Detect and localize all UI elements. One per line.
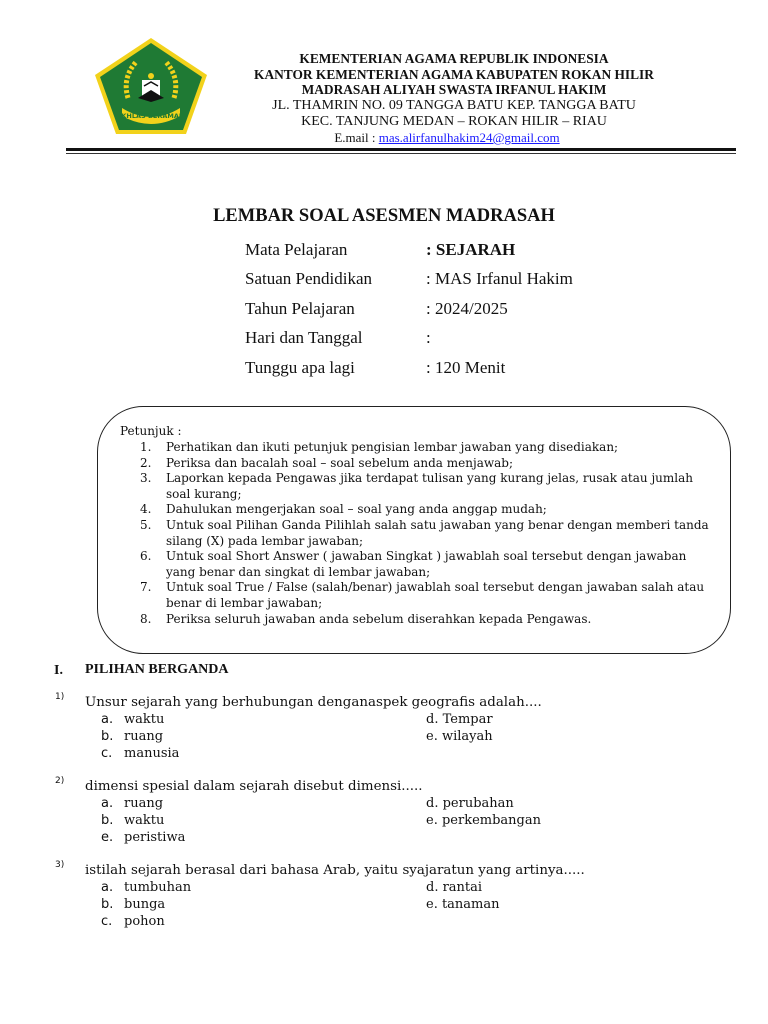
letterhead-rule-thin xyxy=(66,153,736,154)
instruction-item xyxy=(140,502,710,518)
instruction-text: Untuk soal True / False (salah/benar) jawablah soal tersebut dengan jawaban salah atau benar di lembar jawaban; xyxy=(166,580,705,610)
instruction-item xyxy=(140,471,710,502)
question-text: Unsur sejarah yang berhubungan denganaspek geografis adalah.... xyxy=(85,695,542,710)
option-e: e. perkembangan xyxy=(426,813,541,828)
info-value: : MAS Irfanul Hakim xyxy=(426,269,573,289)
option-letter: a. xyxy=(101,880,114,895)
option-letter: e. xyxy=(101,830,114,845)
info-label: Tunggu apa lagi xyxy=(245,357,355,377)
info-label: Satuan Pendidikan xyxy=(245,269,373,289)
info-label: Hari dan Tanggal xyxy=(245,328,363,348)
instruction-item xyxy=(140,456,710,472)
instruction-text: Periksa seluruh jawaban anda sebelum diserahkan kepada Pengawas. xyxy=(166,611,592,626)
question-number: 1) xyxy=(55,692,65,702)
option-b: bunga xyxy=(124,897,166,912)
question-text: dimensi spesial dalam sejarah disebut dimensi..... xyxy=(85,779,423,794)
option-letter: b. xyxy=(101,813,114,828)
option-letter: c. xyxy=(101,914,113,929)
section-title: PILIHAN BERGANDA xyxy=(85,662,229,677)
instruction-item xyxy=(140,549,710,580)
option-b: ruang xyxy=(124,729,164,744)
instruction-number: 5. xyxy=(140,517,152,532)
info-label: Tahun Pelajaran xyxy=(245,298,355,318)
option-letter: a. xyxy=(101,712,114,727)
option-letter: b. xyxy=(101,729,114,744)
instruction-text: Untuk soal Pilihan Ganda Pilihlah salah satu jawaban yang benar dengan memberi tanda silang (X) pada lembar jawaban; xyxy=(166,517,709,548)
instruction-number: 8. xyxy=(140,611,152,626)
option-c: peristiwa xyxy=(124,830,186,845)
instruction-item xyxy=(140,440,710,456)
email-link[interactable]: mas.alirfanulhakim24@gmail.com xyxy=(378,130,560,146)
instruction-item xyxy=(140,518,710,549)
option-c: pohon xyxy=(124,914,165,929)
option-b: waktu xyxy=(124,813,165,828)
instruction-item xyxy=(140,580,710,611)
instruction-number: 3. xyxy=(140,471,152,486)
letterhead-address2: KEC. TANJUNG MEDAN – ROKAN HILIR – RIAU xyxy=(301,113,607,129)
option-c: manusia xyxy=(124,746,180,761)
instructions-list xyxy=(140,440,710,627)
question-number: 3) xyxy=(55,860,65,870)
instructions-title: Petunjuk : xyxy=(120,424,182,438)
instruction-text: Periksa dan bacalah soal – soal sebelum anda menjawab; xyxy=(166,455,513,470)
letterhead-email-row xyxy=(220,130,688,146)
letterhead-line1: KEMENTERIAN AGAMA REPUBLIK INDONESIA xyxy=(299,51,609,66)
logo-motto: IKHLAS BERAMAL xyxy=(118,112,184,120)
option-d: d. rantai xyxy=(426,880,483,895)
letterhead-rule-thick xyxy=(66,148,736,151)
ministry-logo xyxy=(92,36,210,136)
question-number: 2) xyxy=(55,776,65,786)
option-d: d. perubahan xyxy=(426,796,514,811)
info-label: Mata Pelajaran xyxy=(245,240,348,259)
info-value: : xyxy=(426,328,431,348)
info-value: : 120 Menit xyxy=(426,357,506,377)
email-label: E.mail : xyxy=(334,130,379,146)
option-e: e. tanaman xyxy=(426,897,500,912)
option-letter: b. xyxy=(101,897,114,912)
info-value: : 2024/2025 xyxy=(426,298,508,318)
option-letter: a. xyxy=(101,796,114,811)
instruction-number: 6. xyxy=(140,549,152,564)
instruction-number: 7. xyxy=(140,580,152,595)
document-title: LEMBAR SOAL ASESMEN MADRASAH xyxy=(213,206,555,226)
letterhead-line3: MADRASAH ALIYAH SWASTA IRFANUL HAKIM xyxy=(301,82,607,97)
instruction-text: Untuk soal Short Answer ( jawaban Singkat ) jawablah soal tersebut dengan jawaban yang benar dan singkat di lembar jawaban; xyxy=(166,549,687,579)
option-d: d. Tempar xyxy=(426,712,493,727)
option-e: e. wilayah xyxy=(426,729,493,744)
question-text: istilah sejarah berasal dari bahasa Arab, yaitu syajaratun yang artinya..... xyxy=(85,863,585,878)
option-a: waktu xyxy=(124,712,165,727)
option-letter: c. xyxy=(101,746,113,761)
instruction-number: 4. xyxy=(140,502,152,517)
instruction-item xyxy=(140,612,710,628)
instruction-number: 1. xyxy=(140,440,152,454)
option-a: ruang xyxy=(124,796,164,811)
option-a: tumbuhan xyxy=(124,880,192,895)
instruction-number: 2. xyxy=(140,455,152,470)
instruction-text: Perhatikan dan ikuti petunjuk pengisian lembar jawaban yang disediakan; xyxy=(166,440,619,454)
instruction-text: Dahulukan mengerjakan soal – soal yang anda anggap mudah; xyxy=(166,502,547,517)
letterhead-line2: KANTOR KEMENTERIAN AGAMA KABUPATEN ROKAN HILIR xyxy=(254,66,654,82)
letterhead-address1: JL. THAMRIN NO. 09 TANGGA BATU KEP. TANGGA BATU xyxy=(272,97,636,113)
section-number: I. xyxy=(54,663,63,678)
letterhead xyxy=(220,51,688,146)
info-value: : SEJARAH xyxy=(426,240,516,259)
instruction-text: Laporkan kepada Pengawas jika terdapat tulisan yang kurang jelas, rusak atau jumlah soal kurang; xyxy=(166,471,694,501)
